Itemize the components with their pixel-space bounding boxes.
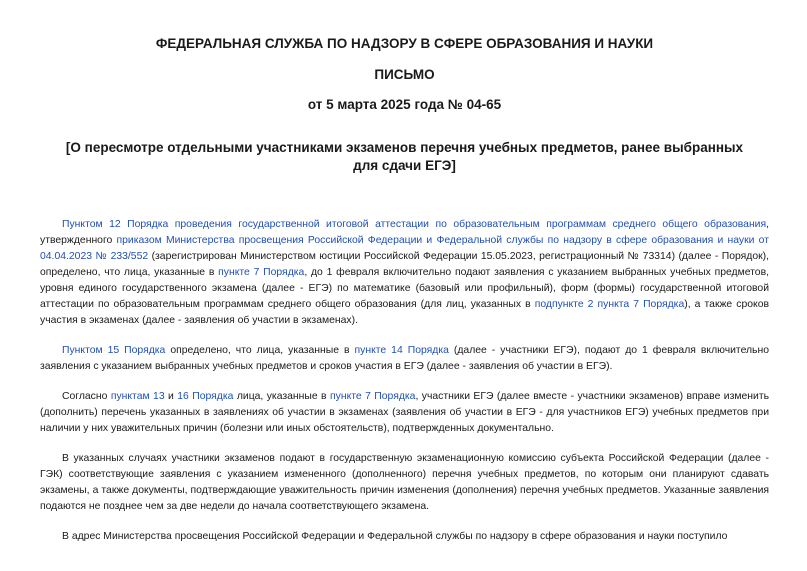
link-punkt-7-poryadka[interactable]: пункте 7 Порядка: [330, 391, 416, 402]
paragraph-text: , участники ЕГЭ (далее вместе - участники экзаменов) вправе изменить (дополнить) перечень указанных в заявлениях об участии в экзаменах (заявления об участии в ЕГЭ - для участников ЕГЭ) учебных предметов при наличии у них уважительных причин (болезни или иных обстоятельств), подтвержденных документально.: [40, 391, 769, 434]
paragraph-3: [40, 389, 769, 437]
paragraph-text: Согласно: [62, 391, 111, 402]
paragraph-text: , утвержденного: [40, 219, 769, 246]
paragraph-1: [40, 217, 769, 329]
paragraph-4: [40, 451, 769, 515]
link-punkt-15-poryadka[interactable]: Пунктом 15 Порядка: [62, 345, 166, 356]
link-punktam-13[interactable]: пунктам 13: [110, 391, 165, 402]
paragraph-5: [40, 529, 769, 545]
link-punkt-14-poryadka[interactable]: пункте 14 Порядка: [354, 345, 449, 356]
link-punkt-12-poryadka[interactable]: Пунктом 12 Порядка проведения государственной итоговой аттестации по образовательным программам среднего общего образования: [62, 219, 767, 230]
paragraph-text: определено, что лица, указанные в: [165, 345, 355, 356]
paragraph-text: , до 1 февраля включительно подают заявления с указанием выбранных учебных предметов, уровня единого государственного экзамена (далее - ЕГЭ) по математике (базовый или профильный), форм (формы) государственной итоговой аттестации по образовательным программам среднего общего образования (для лиц, указанных в: [40, 267, 769, 310]
document-date-number: от 5 марта 2025 года № 04-65: [307, 97, 502, 112]
link-podpunkt-2-punkta-7[interactable]: подпункте 2 пункта 7 Порядка: [534, 299, 685, 310]
issuing-organization: ФЕДЕРАЛЬНАЯ СЛУЖБА ПО НАДЗОРУ В СФЕРЕ ОБРАЗОВАНИЯ И НАУКИ: [155, 36, 654, 51]
paragraph-text: В адрес Министерства просвещения Российской Федерации и Федеральной службы по надзору в сфере образования и науки поступило: [62, 531, 728, 542]
paragraph-text: (зарегистрирован Министерством юстиции Российской Федерации 15.05.2023, регистрационный № 73314) (далее - Порядок), определено, что лица, указанные в: [40, 251, 769, 278]
paragraph-text: лица, указанные в: [233, 391, 331, 402]
link-16-poryadka[interactable]: 16 Порядка: [177, 391, 234, 402]
link-punkt-7-poryadka[interactable]: пункте 7 Порядка: [218, 267, 305, 278]
paragraph-text: и: [164, 391, 178, 402]
paragraph-text: (далее - участники ЕГЭ), подают до 1 февраля включительно заявления с указанием выбранных учебных предметов и сроков участия в ЕГЭ (далее - заявления об участии в ЕГЭ).: [40, 345, 769, 372]
paragraph-text: В указанных случаях участники экзаменов подают в государственную экзаменационную комиссию субъекта Российской Федерации (далее - ГЭК) соответствующие заявления с указанием измененного (дополненного) перечня учебных предметов, по которым они планируют сдавать экзамены, а также документы, подтверждающие уважительность причин изменения (дополнения) перечня учебных предметов. Указанные заявления подаются не позднее чем за две недели до начала соответствующего экзамена.: [40, 453, 769, 512]
document-body: [40, 217, 769, 545]
document-title: [О пересмотре отдельными участниками экзаменов перечня учебных предметов, ранее выбранных для сдачи ЕГЭ]: [65, 140, 744, 173]
link-prikaz-minprosveshcheniya[interactable]: приказом Министерства просвещения Российской Федерации и Федеральной службы по надзору в сфере образования и науки от 04.04.2023 № 233/552: [40, 235, 769, 262]
document-type: ПИСЬМО: [374, 67, 435, 82]
paragraph-2: [40, 343, 769, 375]
paragraph-text: ), а также сроков участия в экзаменах (далее - заявления об участии в экзаменах).: [40, 299, 769, 326]
